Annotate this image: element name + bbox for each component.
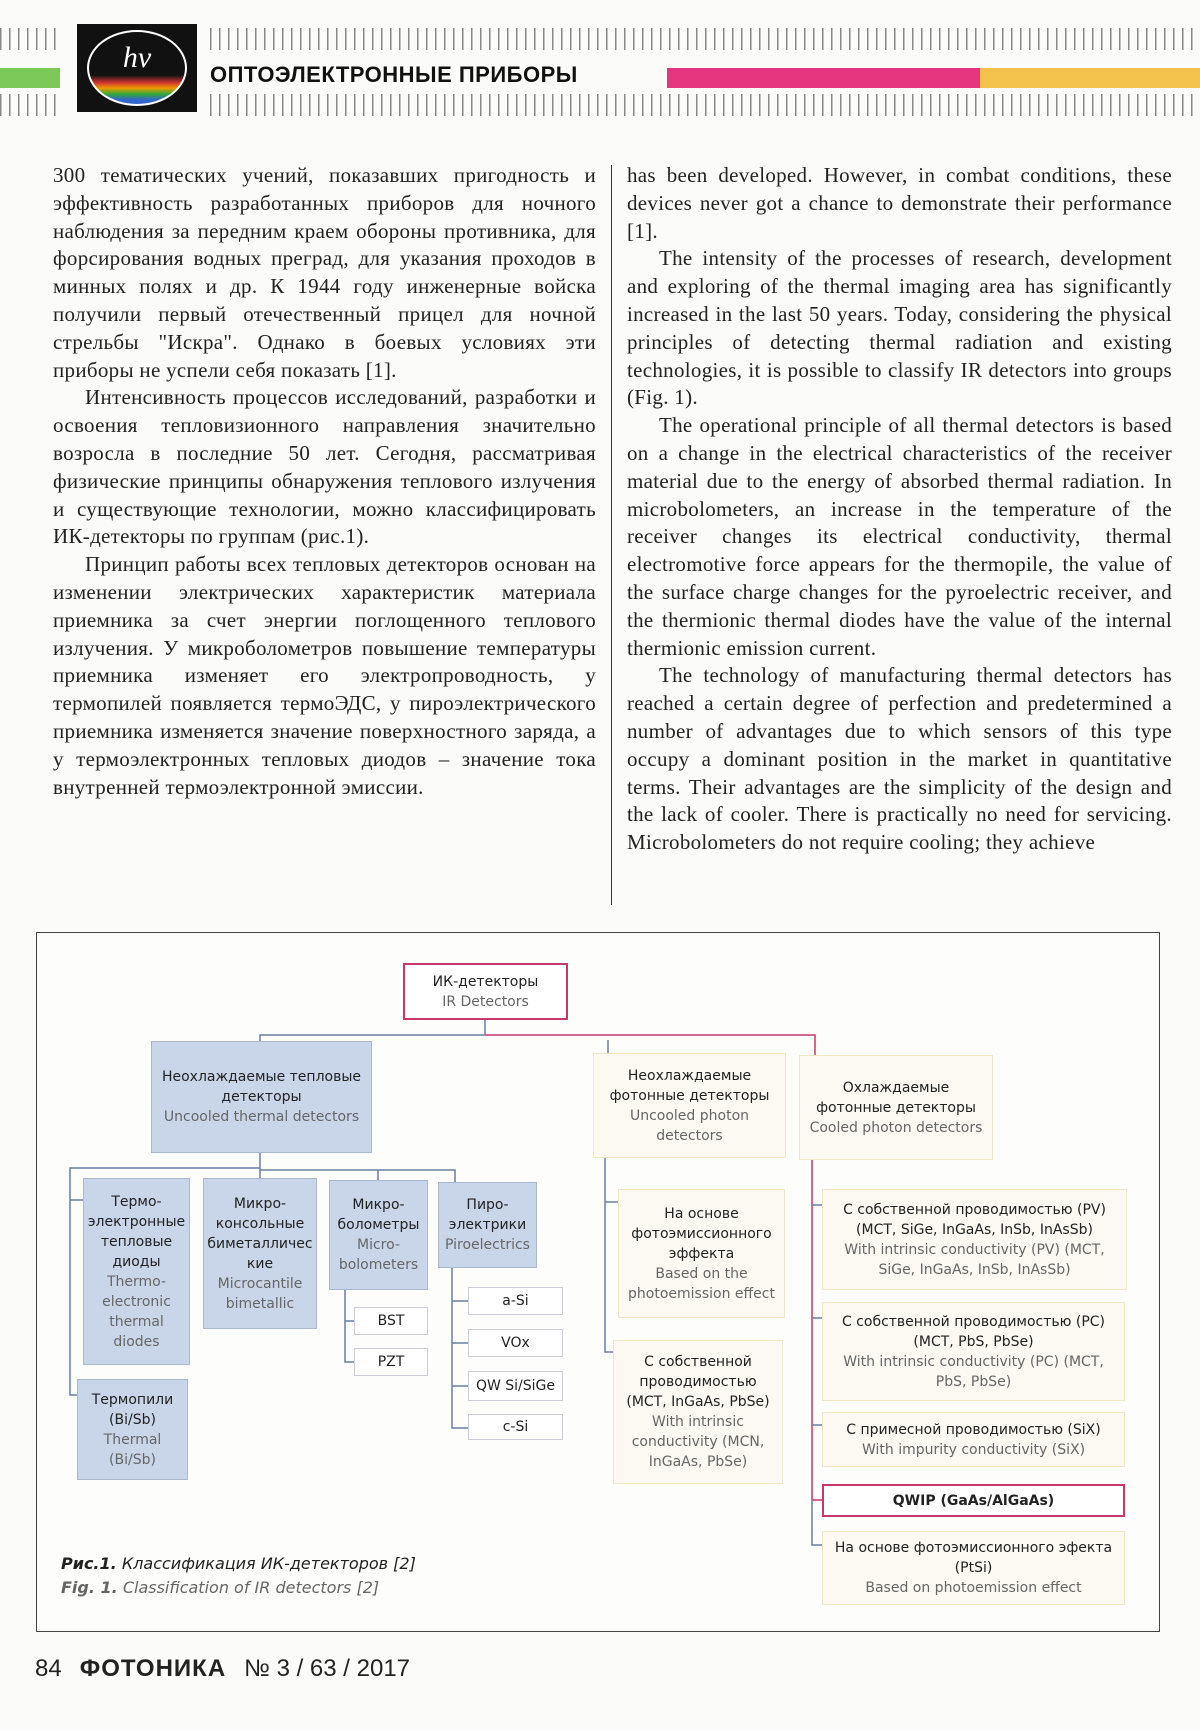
box-uncooled-thermal: Неохлаждаемые тепловые детекторы Uncooled thermal detectors	[151, 1041, 372, 1153]
paragraph: Интенсивность процессов исследований, разработки и освоения тепловизионного направления значительно возросла в последние 50 лет. Сегодня, рассматривая физические принципы обнаружения теплового излучения и существующие технологии, можно классифицировать ИК-детекторы по группам (рис.1).	[53, 384, 596, 551]
box-microcantile: Микро-консольные биметаллические Microcantile bimetallic	[203, 1178, 317, 1329]
magazine-name: ФОТОНИКА	[80, 1655, 226, 1683]
paragraph: The technology of manufacturing thermal detectors has reached a certain degree of perfection and predetermined a number of advantages due to which sensors of this type occupy a dominant position in the market in quantitative terms. Their advantages are the simplicity of the design and the lack of cooler. There is practically no need for servicing. Microbolometers do not require cooling; they achieve	[627, 662, 1172, 857]
paragraph: Принцип работы всех тепловых детекторов основан на изменении электрических характеристик материала приемника за счет энергии поглощенного теплового излучения. У микроболометров повышение температуры приемника изменяет его электропроводность, у термопилей появляется термоЭДС, у пироэлектрического приемника изменяется значение поверхностного заряда, а у термоэлектронных тепловых диодов – значение тока внутренней термоэлектронной эмиссии.	[53, 551, 596, 801]
box-cooled-photon: Охлаждаемые фотонные детекторы Cooled photon detectors	[799, 1055, 993, 1160]
box-ir-detectors: ИК-детекторы IR Detectors	[403, 963, 568, 1020]
box-ptsi: На основе фотоэмиссионного эфекта (PtSi) Based on photoemission effect	[822, 1531, 1125, 1605]
box-bst: BST	[354, 1307, 428, 1335]
box-thermopiles: Термопили (Bi/Sb) Thermal (Bi/Sb)	[77, 1379, 188, 1480]
issue-number: № 3 / 63 / 2017	[244, 1655, 410, 1683]
box-qw-si-sige: QW Si/SiGe	[468, 1371, 563, 1401]
box-six: С примесной проводимостью (SiX) With impurity conductivity (SiX)	[822, 1412, 1125, 1467]
box-qwip: QWIP (GaAs/AlGaAs)	[822, 1484, 1125, 1517]
box-pc: С собственной проводимостью (PC) (MCT, PbS, PbSe) With intrinsic conductivity (PC) (MCT, PbS, PbSe)	[822, 1302, 1125, 1401]
paragraph: 300 тематических учений, показавших пригодность и эффективность разработанных приборов для ночного наблюдения за передним краем обороны противника, для форсирования водных преград, для указания проходов в минных полях и др. К 1944 году инженерные войска получили первый отечественный прицел для ночной стрельбы "Искра". Однако в боевых условиях эти приборы не успели себя показать [1].	[53, 162, 596, 384]
magazine-logo: hv	[77, 24, 197, 112]
box-microbolometers: Микро-болометры Micro-bolometers	[329, 1180, 428, 1290]
box-pzt: PZT	[354, 1348, 428, 1376]
box-pv: С собственной проводимостью (PV) (MCT, SiGe, InGaAs, InSb, InAsSb) With intrinsic conductivity (PV) (MCT, SiGe, InGaAs, InSb, InAsSb)	[822, 1189, 1127, 1290]
figure-caption: Рис.1. Классификация ИК-детекторов [2] Fig. 1. Classification of IR detectors [2]	[61, 1552, 416, 1600]
paragraph: has been developed. However, in combat conditions, these devices never got a chance to demonstrate their performance [1].	[627, 162, 1172, 245]
box-c-si: c-Si	[468, 1414, 563, 1440]
page-footer	[35, 1655, 410, 1683]
section-title: ОПТОЭЛЕКТРОННЫЕ ПРИБОРЫ	[210, 62, 578, 88]
paragraph: The operational principle of all thermal detectors is based on a change in the electrical characteristics of the receiver material due to the energy of absorbed thermal radiation. In microbolometers, an increase in the temperature of the receiver changes its electrical conductivity, thermal electromotive force appears for the thermopile, the value of the surface charge changes for the pyroelectric receiver, and the thermionic thermal diodes have the value of the internal thermionic emission current.	[627, 412, 1172, 662]
box-a-si: a-Si	[468, 1287, 563, 1315]
paragraph: The intensity of the processes of research, development and exploring of the thermal imaging area has significantly increased in the last 50 years. Today, considering the physical principles of detecting thermal radiation and existing technologies, it is possible to classify IR detectors into groups (Fig. 1).	[627, 245, 1172, 412]
box-intrinsic-uncooled: С собственной проводимостью (MCT, InGaAs, PbSe) With intrinsic conductivity (MCN, InGaAs, PbSe)	[613, 1340, 783, 1484]
box-photoemission-uncooled: На основе фотоэмиссионного эффекта Based on the photoemission effect	[618, 1189, 785, 1318]
box-uncooled-photon: Неохлаждаемые фотонные детекторы Uncooled photon detectors	[593, 1053, 786, 1158]
box-thermo-diodes: Термо-электронные тепловые диоды Thermo-electronic thermal diodes	[83, 1178, 190, 1365]
box-pyroelectrics: Пиро-электрики Piroelectrics	[438, 1182, 537, 1268]
box-vox: VOx	[468, 1329, 563, 1357]
page-number: 84	[35, 1655, 62, 1683]
